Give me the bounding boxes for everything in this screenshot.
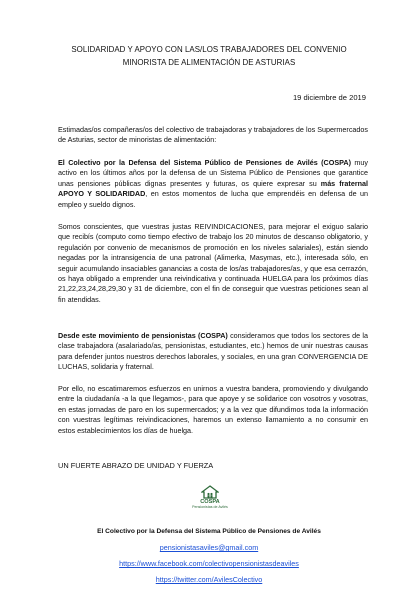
convergence-text: consideramos que todos los sectores de la clase trabajadora (asalariado/as, pensionistas, estudiantes, etc.) hemos de unir nuestras causas para defender juntos nuestros derechos laborales, y sociales, en una gran CONVERGENCIA DE LUCHAS, solidaria y fraternal. [58, 331, 368, 372]
facebook-link[interactable]: https://www.facebook.com/colectivopensionistasdeaviles [119, 559, 299, 568]
paragraph-convergence [58, 331, 368, 373]
logo-subtitle: Pensionistas de Avilés [192, 505, 228, 509]
title-line-2: MINORISTA DE ALIMENTACIÓN DE ASTURIAS [122, 58, 296, 67]
intro-text-2: , en estos momentos de lucha que emprendéis en defensa de un empleo y sueldo dignos. [58, 189, 368, 209]
title-line-1: SOLIDARIDAD Y APOYO CON LAS/LOS TRABAJADORES DEL CONVENIO [71, 45, 347, 54]
movement-bold: Desde este movimiento de pensionistas (COSPA) [58, 331, 228, 340]
email-link[interactable]: pensionistasaviles@gmail.com [159, 543, 259, 552]
paragraph-commitment: Por ello, no escatimaremos esfuerzos en unirnos a vuestra bandera, promoviendo y divulgando entre la ciudadanía -a la que llegamos-, para que apoye y se solidarice con vosotros y vosotras, en estas jornadas de paro en los supermercados; y a la vez que difundimos toda la información con vuestras legítimas reivindicaciones, haremos un extenso llamamiento a no consumir en estos establecimientos los días de huelga. [58, 384, 368, 435]
support-bold: más fraternal APOYO Y SOLIDARIDAD [58, 178, 368, 199]
paragraph-intro [58, 158, 368, 210]
paragraph-greeting: Estimadas/os compañeras/os del colectivo de trabajadoras y trabajadores de los Supermercados de Asturias, sector de minoristas de alimentación: [58, 125, 368, 145]
intro-text-1: muy activo en los últimos años por la defensa de un Sistema Público de Pensiones que garantice unas pensiones públicas dignas presentes y futuras, os quiere expresar su [58, 158, 368, 188]
sign-off: UN FUERTE ABRAZO DE UNIDAD Y FUERZA [58, 461, 214, 470]
cospa-name-bold: El Colectivo por la Defensa del Sistema Público de Pensiones de Avilés (COSPA) [58, 158, 351, 167]
cospa-logo [190, 485, 230, 517]
house-icon [201, 485, 219, 499]
paragraph-demands: Somos conscientes, que vuestras justas REIVINDICACIONES, para mejorar el exiguo salario que recibís (computo como tiempo efectivo de trabajo los 20 minutos de descanso obligatorio, y regulación por convenio de mecanismos de promoción en los niveles salariales), están siendo negadas por la intransigencia de una patronal (Alimerka, Masymas, etc.), interesada sólo, en seguir acumulando insaciables ganancias a costa de los/as trabajadores/as, y que esa cerrazón, os haya obligado a emprender una reivindicativa y continuada HUELGA para los próximos días 21,22,23,24,28,29,30 y 31 de diciembre, con el fin de conseguir que vuestras peticiones sean al fin atendidas. [58, 222, 368, 304]
letter-date: 19 diciembre de 2019 [292, 93, 366, 102]
twitter-link[interactable]: https://twitter.com/AvilesColectivo [155, 575, 263, 584]
letter-title [40, 43, 378, 69]
logo-name: COSPA [200, 499, 220, 505]
footer-organization: El Colectivo por la Defensa del Sistema Público de Pensiones de Avilés [97, 528, 321, 535]
